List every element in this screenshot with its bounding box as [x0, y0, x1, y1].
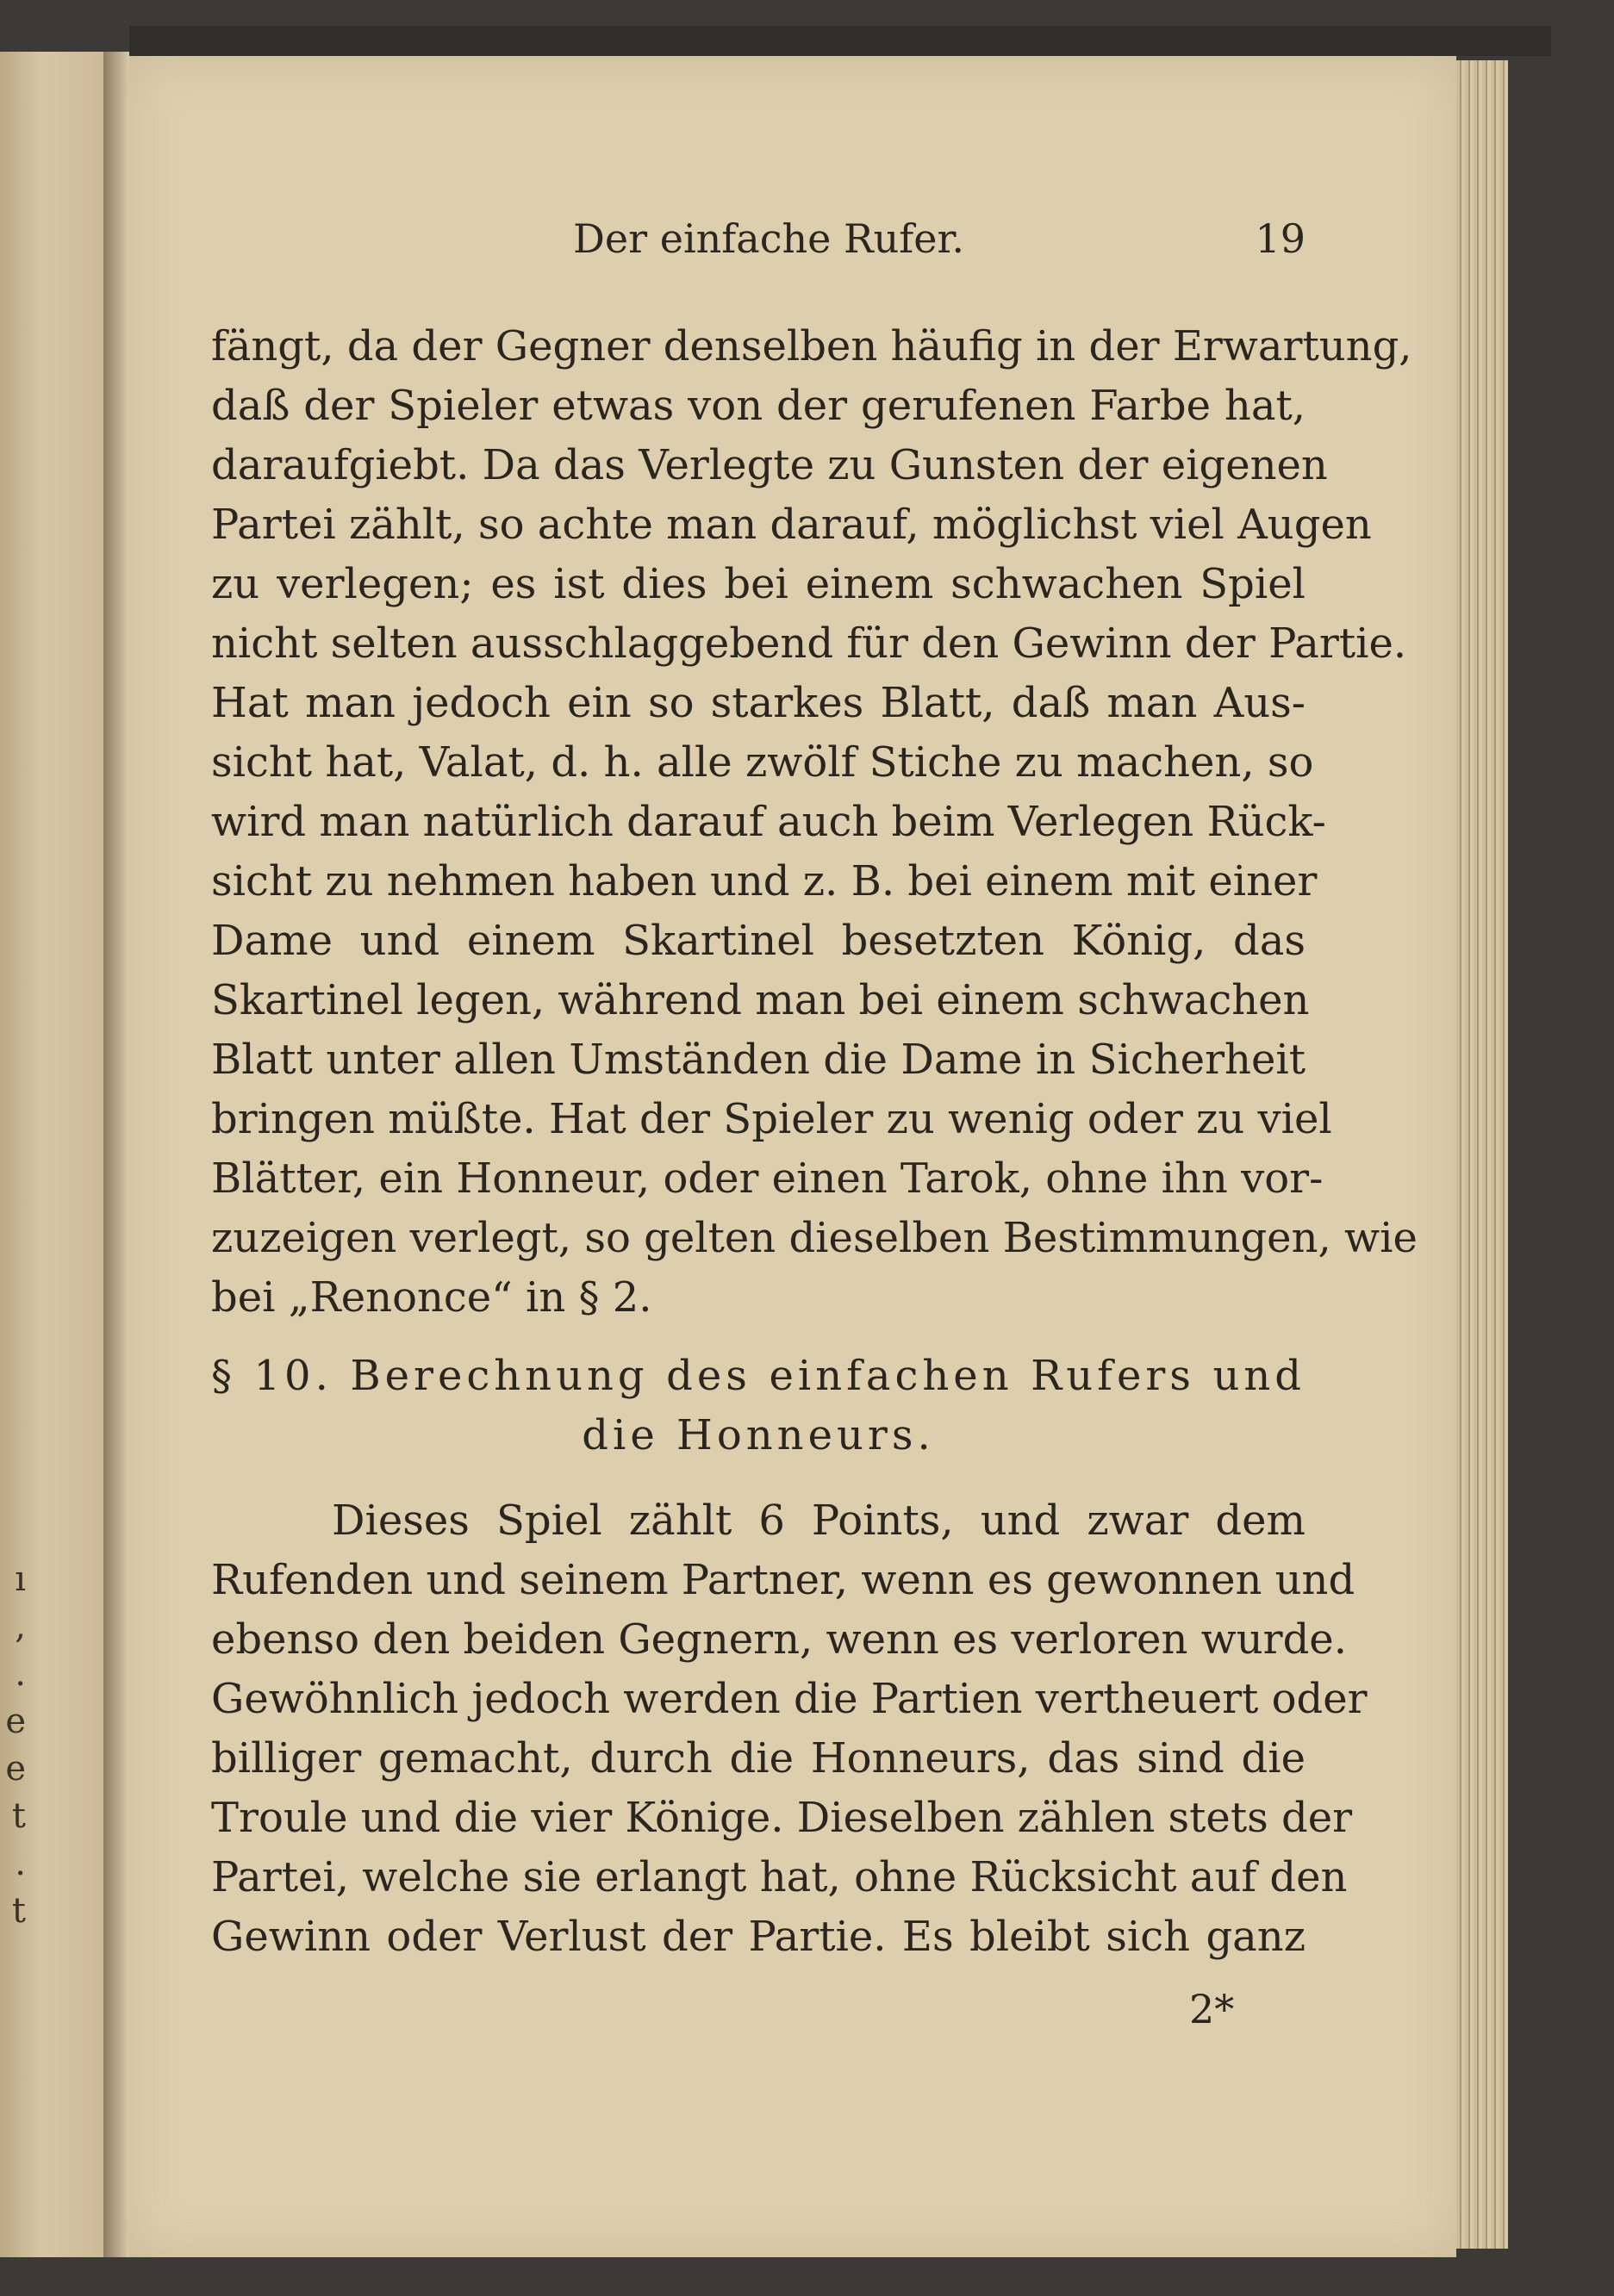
heading-line: die Honneurs.: [582, 1411, 935, 1459]
text-line: sicht zu nehmen haben und z. B. bei einem mit einer: [211, 857, 1318, 905]
text-line: Hat man jedoch ein so starkes Blatt, daß man Aus-: [211, 679, 1306, 727]
text-line: Blätter, ein Honneur, oder einen Tarok, ohne ihn vor-: [211, 1154, 1324, 1203]
text-line: Dieses Spiel zählt 6 Points, und zwar dem: [332, 1496, 1306, 1545]
fragment: e: [5, 1749, 26, 1789]
signature-mark: 2*: [1189, 1986, 1235, 2032]
text-line: fängt, da der Gegner denselben häufig in der Erwartung,: [211, 322, 1412, 370]
previous-page-text-fragments: [0, 1559, 26, 1938]
text-line: Partei zählt, so achte man darauf, möglichst viel Augen: [211, 501, 1372, 549]
heading-line: § 10. Berechnung des einfachen Rufers und: [211, 1352, 1306, 1400]
text-line: Rufenden und seinem Partner, wenn es gewonnen und: [211, 1556, 1355, 1604]
text-line: nicht selten ausschlaggebend für den Gewinn der Partie.: [211, 619, 1407, 668]
book-cover-edge: [129, 26, 1551, 56]
text-line: Partei, welche sie erlangt hat, ohne Rücksicht auf den: [211, 1853, 1348, 1901]
section-heading: [211, 1347, 1306, 1465]
running-title: Der einfache Rufer.: [573, 215, 965, 262]
text-line: daraufgiebt. Da das Verlegte zu Gunsten der eigenen: [211, 441, 1328, 489]
text-line: Troule und die vier Könige. Dieselben zählen stets der: [211, 1794, 1353, 1842]
text-line: ebenso den beiden Gegnern, wenn es verloren wurde.: [211, 1615, 1347, 1664]
page-stack-edges: [1456, 60, 1508, 2249]
text-line: Dame und einem Skartinel besetzten König, das: [211, 917, 1306, 965]
fragment: ,: [15, 1607, 26, 1646]
page-header: [211, 215, 1306, 276]
fragment: .: [15, 1844, 26, 1883]
paragraph: [211, 1491, 1368, 1967]
fragment: e: [5, 1702, 26, 1741]
text-line: zuzeigen verlegt, so gelten dieselben Bestimmungen, wie: [211, 1214, 1418, 1262]
text-line: billiger gemacht, durch die Honneurs, das sind die: [211, 1734, 1306, 1783]
text-line: zu verlegen; es ist dies bei einem schwachen Spiel: [211, 560, 1306, 608]
fragment: t: [11, 1891, 26, 1931]
text-line: wird man natürlich darauf auch beim Verlegen Rück-: [211, 798, 1326, 846]
text-line: Gewinn oder Verlust der Partie. Es bleibt sich ganz: [211, 1913, 1306, 1961]
text-line: bei „Renonce“ in § 2.: [211, 1273, 652, 1322]
fragment: .: [15, 1654, 26, 1694]
previous-page-edge: [0, 52, 103, 2257]
fragment: t: [11, 1796, 26, 1836]
text-line: daß der Spieler etwas von der gerufenen Farbe hat,: [211, 382, 1306, 430]
fragment: ı: [15, 1559, 26, 1599]
paragraph: [211, 317, 1418, 1328]
text-line: Skartinel legen, während man bei einem schwachen: [211, 976, 1310, 1024]
page-body: [211, 317, 1418, 1967]
text-line: Blatt unter allen Umständen die Dame in Sicherheit: [211, 1036, 1306, 1084]
page-number: 19: [1255, 215, 1306, 262]
text-line: bringen müßte. Hat der Spieler zu wenig oder zu viel: [211, 1095, 1332, 1143]
text-line: Gewöhnlich jedoch werden die Partien vertheuert oder: [211, 1675, 1368, 1723]
book-gutter: [103, 52, 129, 2257]
text-line: sicht hat, Valat, d. h. alle zwölf Stiche zu machen, so: [211, 738, 1314, 787]
